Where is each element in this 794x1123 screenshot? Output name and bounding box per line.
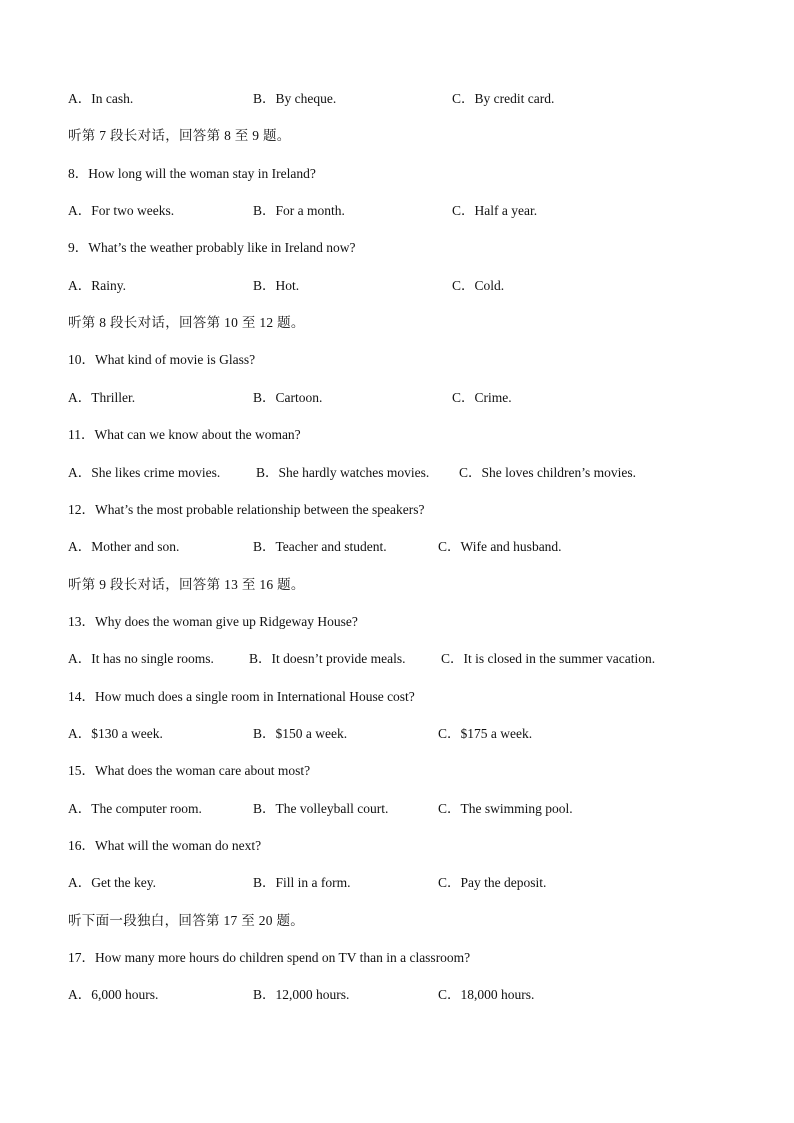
option-c: C．Cold. — [452, 278, 505, 293]
option-b: B．12,000 hours. — [253, 987, 350, 1002]
option-c: C．Crime. — [452, 390, 512, 405]
option-a: A．The computer room. — [68, 801, 202, 816]
option-a: A．$130 a week. — [68, 726, 163, 741]
option-c: C．$175 a week. — [438, 726, 533, 741]
option-b: B．$150 a week. — [253, 726, 348, 741]
question-text: 13．Why does the woman give up Ridgeway House? — [68, 614, 358, 629]
option-a: A．Mother and son. — [68, 539, 180, 554]
option-c: C．The swimming pool. — [438, 801, 573, 816]
option-a: A．In cash. — [68, 91, 134, 106]
question-text: 17．How many more hours do children spend on TV than in a classroom? — [68, 950, 471, 965]
section-instruction: 听第 7 段长对话，回答第 8 至 9 题。 — [68, 128, 291, 143]
option-b: B．It doesn’t provide meals. — [249, 651, 406, 666]
option-b: B．She hardly watches movies. — [256, 465, 430, 480]
option-b: B．Teacher and student. — [253, 539, 387, 554]
option-b: B．Fill in a form. — [253, 875, 351, 890]
option-a: A．6,000 hours. — [68, 987, 159, 1002]
question-text: 16．What will the woman do next? — [68, 838, 262, 853]
option-b: B．Cartoon. — [253, 390, 323, 405]
question-text: 9．What’s the weather probably like in Ireland now? — [68, 240, 356, 255]
question-text: 12．What’s the most probable relationship between the speakers? — [68, 502, 425, 517]
option-b: B．Hot. — [253, 278, 300, 293]
option-c: C．18,000 hours. — [438, 987, 535, 1002]
option-c: C．Wife and husband. — [438, 539, 562, 554]
section-instruction: 听第 9 段长对话，回答第 13 至 16 题。 — [68, 577, 305, 592]
option-c: C．Half a year. — [452, 203, 538, 218]
question-text: 11．What can we know about the woman? — [68, 427, 301, 442]
question-text: 14．How much does a single room in International House cost? — [68, 689, 415, 704]
section-instruction: 听下面一段独白，回答第 17 至 20 题。 — [68, 913, 305, 928]
question-text: 10．What kind of movie is Glass? — [68, 352, 256, 367]
option-c: C．Pay the deposit. — [438, 875, 547, 890]
option-a: A．For two weeks. — [68, 203, 175, 218]
option-c: C．She loves children’s movies. — [459, 465, 636, 480]
option-a: A．Thriller. — [68, 390, 136, 405]
option-a: A．Get the key. — [68, 875, 156, 890]
option-c: C．It is closed in the summer vacation. — [441, 651, 656, 666]
option-b: B．By cheque. — [253, 91, 337, 106]
option-a: A．Rainy. — [68, 278, 126, 293]
option-a: A．It has no single rooms. — [68, 651, 214, 666]
question-text: 8．How long will the woman stay in Ireland? — [68, 166, 316, 181]
option-b: B．For a month. — [253, 203, 345, 218]
section-instruction: 听第 8 段长对话，回答第 10 至 12 题。 — [68, 315, 305, 330]
option-a: A．She likes crime movies. — [68, 465, 221, 480]
option-c: C．By credit card. — [452, 91, 555, 106]
question-text: 15．What does the woman care about most? — [68, 763, 311, 778]
option-b: B．The volleyball court. — [253, 801, 389, 816]
